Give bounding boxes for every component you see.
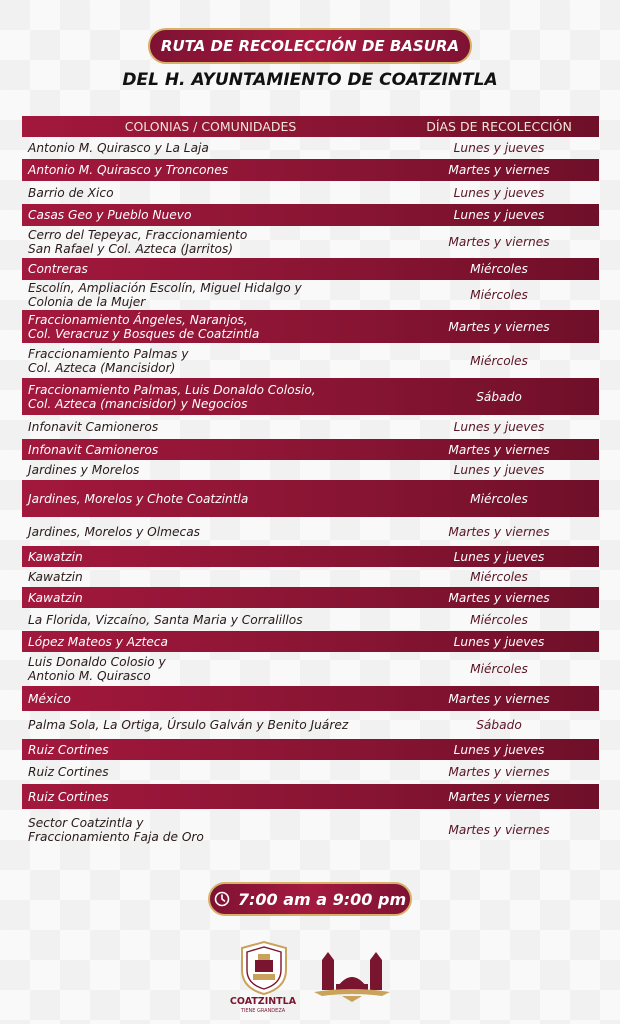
dias-cell: Miércoles	[470, 662, 528, 676]
table-row	[22, 567, 599, 587]
colonia-cell: Jardines, Morelos y Olmecas	[28, 524, 201, 539]
colonia-cell: Ruiz Cortines	[28, 742, 109, 757]
colonia-cell: Fraccionamiento Palmas, Luis Donaldo Colosio, Col. Azteca (mancisidor) y Negocios	[28, 382, 316, 411]
colonia-cell: Antonio M. Quirasco y La Laja	[28, 141, 209, 155]
table-row	[22, 686, 599, 711]
dias-cell: Lunes y jueves	[453, 742, 545, 757]
column-header-colonias: COLONIAS / COMUNIDADES	[124, 118, 297, 134]
colonia-cell: López Mateos y Azteca	[28, 634, 168, 649]
colonia-cell: Infonavit Camioneros	[28, 442, 159, 457]
coatzintla-shield-logo	[238, 940, 290, 996]
table-row	[22, 546, 599, 567]
page-subtitle: DEL H. AYUNTAMIENTO DE COATZINTLA	[122, 70, 498, 90]
table-row	[22, 631, 599, 652]
colonia-cell: Barrio de Xico	[28, 185, 114, 200]
table-row	[22, 809, 599, 851]
table-row	[22, 517, 599, 546]
colonia-cell: Contreras	[28, 262, 88, 276]
dias-cell: Martes y viernes	[448, 765, 550, 779]
table-header	[22, 116, 599, 137]
table-row	[22, 204, 599, 226]
dias-cell: Sábado	[476, 718, 522, 732]
colonia-cell: Fraccionamiento Ángeles, Naranjos, Col. Veracruz y Bosques de Coatzintla	[28, 312, 260, 341]
dias-cell: Martes y viernes	[448, 163, 550, 177]
dias-cell: Miércoles	[470, 570, 528, 584]
table-row	[22, 137, 599, 159]
dias-cell: Miércoles	[470, 612, 528, 627]
table-row	[22, 226, 599, 258]
table-row	[22, 739, 599, 760]
table-row	[22, 784, 599, 809]
colonia-cell: Sector Coatzintla y Fraccionamiento Faja de Oro	[28, 816, 204, 844]
dias-cell: Martes y viernes	[448, 789, 550, 804]
table-row	[22, 608, 599, 631]
dias-cell: Miércoles	[470, 491, 528, 506]
table-row	[22, 415, 599, 439]
colonia-cell: Escolín, Ampliación Escolín, Miguel Hidalgo y Colonia de la Mujer	[28, 281, 302, 309]
page-title: RUTA DE RECOLECCIÓN DE BASURA	[148, 28, 472, 64]
table-row	[22, 343, 599, 378]
dias-cell: Martes y viernes	[448, 235, 550, 249]
table-row	[22, 181, 599, 204]
dias-cell: Martes y viernes	[448, 823, 550, 837]
dias-cell: Miércoles	[470, 262, 528, 276]
table-row	[22, 258, 599, 280]
table-row	[22, 760, 599, 784]
dias-cell: Miércoles	[470, 288, 528, 302]
clock-icon	[214, 891, 230, 907]
dias-cell: Lunes y jueves	[453, 634, 545, 649]
table-row	[22, 460, 599, 480]
table-row	[22, 587, 599, 608]
footer-tagline: TIENE GRANDEZA	[240, 1008, 286, 1014]
colonia-cell: Infonavit Camioneros	[28, 420, 159, 434]
column-header-dias: DÍAS DE RECOLECCIÓN	[426, 118, 572, 134]
dias-cell: Miércoles	[470, 353, 528, 368]
colonia-cell: Casas Geo y Pueblo Nuevo	[28, 208, 192, 222]
dias-cell: Lunes y jueves	[453, 185, 545, 200]
dias-cell: Martes y viernes	[448, 524, 550, 539]
schedule-table	[22, 116, 599, 851]
colonia-cell: Luis Donaldo Colosio y Antonio M. Quirasco	[28, 655, 166, 683]
table-row	[22, 378, 599, 415]
dias-cell: Martes y viernes	[448, 442, 550, 457]
table-row	[22, 711, 599, 739]
colonia-cell: Kawatzin	[28, 570, 83, 584]
colonia-cell: Antonio M. Quirasco y Troncones	[28, 163, 229, 177]
colonia-cell: Jardines, Morelos y Chote Coatzintla	[28, 491, 249, 506]
colonia-cell: Kawatzin	[28, 549, 83, 564]
colonia-cell: Ruiz Cortines	[28, 765, 109, 779]
dias-cell: Lunes y jueves	[453, 420, 545, 434]
table-row	[22, 159, 599, 181]
table-row	[22, 280, 599, 310]
colonia-cell: Ruiz Cortines	[28, 789, 109, 804]
dias-cell: Martes y viernes	[448, 590, 550, 605]
table-row	[22, 310, 599, 343]
colonia-cell: Jardines y Morelos	[28, 463, 140, 477]
schedule-hours-badge: 7:00 am a 9:00 pm	[208, 882, 412, 916]
table-row	[22, 652, 599, 686]
colonia-cell: Cerro del Tepeyac, Fraccionamiento San Rafael y Col. Azteca (Jarritos)	[28, 228, 248, 256]
dias-cell: Martes y viernes	[448, 319, 550, 334]
church-emblem-logo	[312, 946, 392, 1002]
dias-cell: Lunes y jueves	[453, 208, 545, 222]
footer-brand: COATZINTLA	[229, 996, 297, 1007]
table-row	[22, 439, 599, 460]
dias-cell: Lunes y jueves	[453, 549, 545, 564]
colonia-cell: Palma Sola, La Ortiga, Úrsulo Galván y Benito Juárez	[28, 718, 349, 732]
dias-cell: Lunes y jueves	[453, 463, 545, 477]
dias-cell: Lunes y jueves	[453, 141, 545, 155]
colonia-cell: México	[28, 691, 71, 706]
table-row	[22, 480, 599, 517]
dias-cell: Martes y viernes	[448, 691, 550, 706]
colonia-cell: Kawatzin	[28, 590, 83, 605]
colonia-cell: Fraccionamiento Palmas y Col. Azteca (Mancisidor)	[28, 346, 189, 375]
dias-cell: Sábado	[476, 389, 522, 404]
colonia-cell: La Florida, Vizcaíno, Santa Maria y Corralillos	[28, 612, 303, 627]
